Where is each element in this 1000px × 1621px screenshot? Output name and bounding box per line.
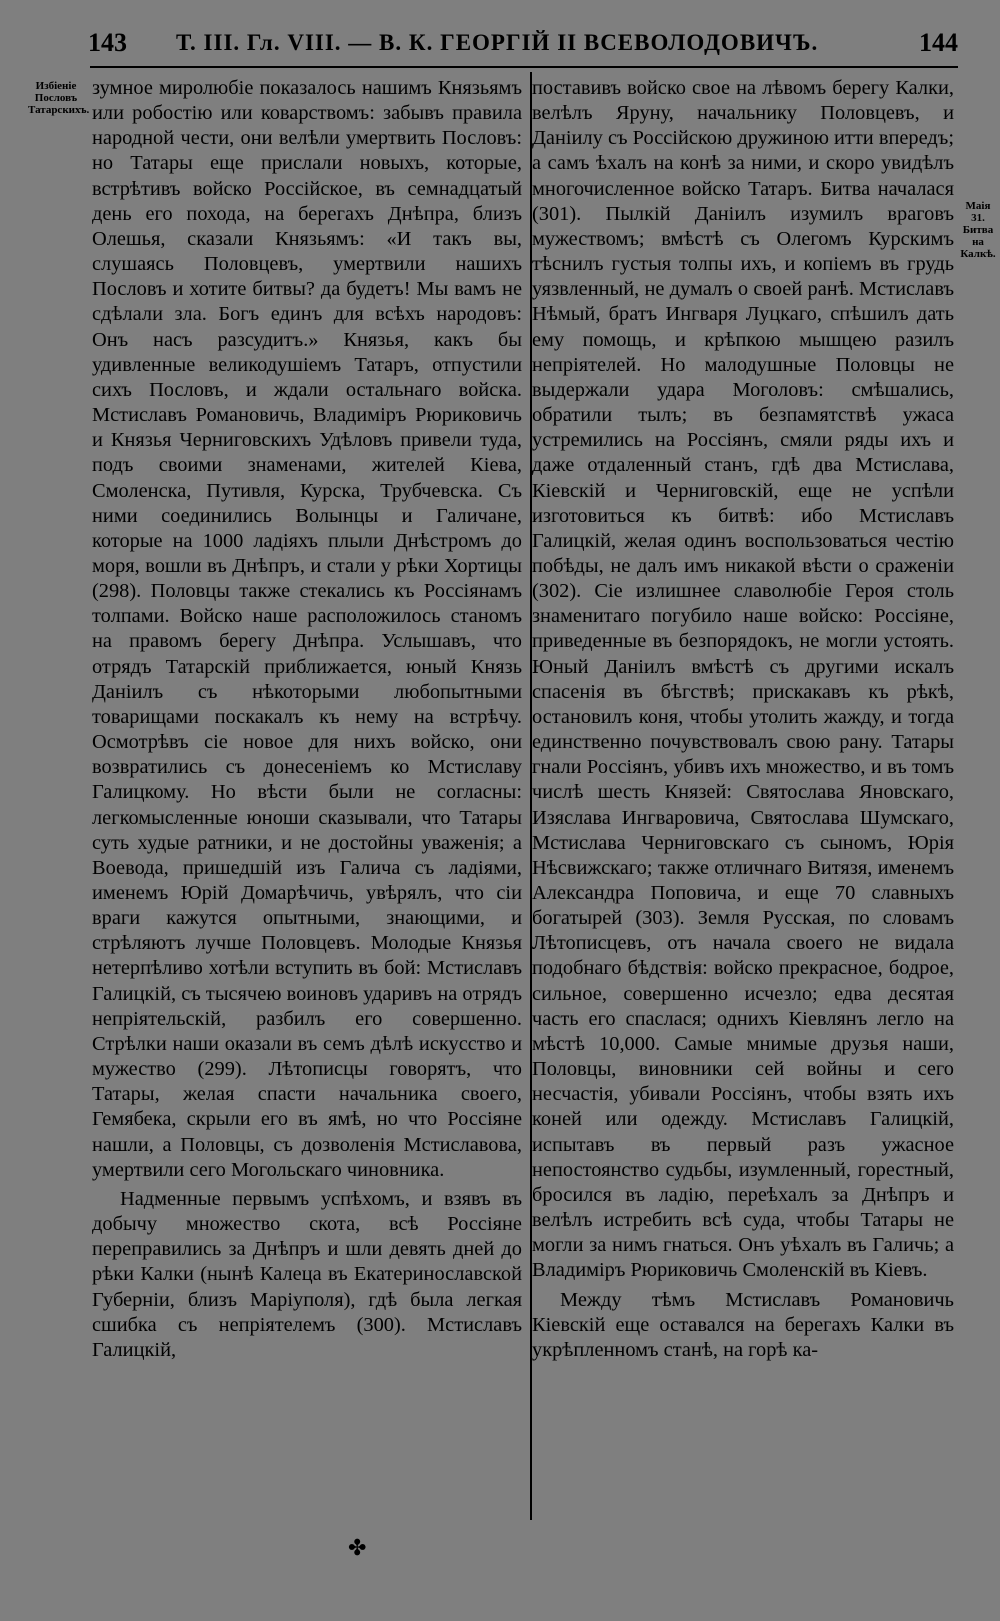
right-paragraph-1: поставивъ войско свое на лѣвомъ берегу Калки, велѣлъ Яруну, начальнику Половцевъ, и Даніилу съ Россійскою дружиною итти впередъ; а самъ ѣхалъ на конѣ за ними, и скоро увидѣлъ многочисленное войско Татаръ. Битва началася (301). Пылкій Даніилъ изумилъ враговъ мужествомъ; вмѣстѣ съ Олегомъ Курскимъ тѣснилъ густыя толпы ихъ, и копіемъ въ грудь уязвленный, не думалъ о своей ранѣ. Мстиславъ Нѣмый, братъ Ингваря Луцкаго, спѣшилъ дать ему помощь, и крѣпкою мышцею разилъ непріятелей. Но малодушные Половцы не выдержали удара Моголовъ: смѣшались, обратили тылъ; въ безпамятствѣ ужаса устремились на Россіянъ, смяли ряды ихъ и даже отдаленный станъ, гдѣ два Мстислава, Кіевскій и Черниговскій, еще не успѣли изготовиться къ битвѣ: ибо Мстиславъ Галицкій, желая одинъ воспользоваться честію побѣды, не далъ имъ никакой вѣсти о сраженіи (302). Сіе излишнее славолюбіе Героя столь знаменитаго погубило наше войско: Россіяне, приведенные въ безпорядокъ, не могли устоять. Юный Даніилъ вмѣстѣ съ другими искалъ спасенія въ бѣгствѣ; прискакавъ къ рѣкѣ, остановилъ коня, чтобы утолить жажду, и тогда единственно почувствовалъ свою рану. Татары гнали Россіянъ, убивъ ихъ множество, и въ томъ числѣ шесть Князей: Святослава Яновскаго, Изяслава Ингваровича, Святослава Шумскаго, Мстислава Черниговскаго съ сыномъ, Юрія Нѣсвижскаго; также отличнаго Витязя, именемъ Александра Поповича, и еще 70 славныхъ богатырей (303). Земля Русская, по словамъ Лѣтописцевъ, отъ начала своего не видала подобнаго бѣдствія: войско прекрасное, бодрое, сильное, совершенно исчезло; едва десятая часть его спаслася; однихъ Кіевлянъ легло на мѣстѣ 10,000. Самые мнимые друзья наши, Половцы, виновники сей войны и сего несчастія, убивали Россіянъ, чтобы взять ихъ коней или одежду. Мстиславъ Галицкій, испытавъ въ первый разъ ужасное непостоянство судьбы, изумленный, горестный, бросился въ ладію, переѣхалъ за Днѣпръ и велѣлъ истребить всѣ суда, чтобы Татары не могли за нимъ гнаться. Онъ уѣхалъ въ Галичь; а Владиміръ Рюриковичь Смоленскій въ Кіевъ.: [532, 77, 954, 1282]
left-paragraph-2: Надменные первымъ успѣхомъ, и взявъ въ добычу множество скота, всѣ Россіяне переправились за Днѣпръ и шли девять дней до рѣки Калки (нынѣ Калеца въ Екатеринославской Губерніи, близъ Маріуполя), гдѣ была легкая сшибка съ непріятелемъ (300). Мстиславъ Галицкій,: [92, 1187, 522, 1361]
page-number-right: 144: [919, 28, 958, 57]
margin-note-right: Маія 31. Битва на Калкѣ.: [960, 200, 996, 260]
left-paragraph-1: зумное миролюбіе показалось нашимъ Князьямъ или робостію или коварствомъ: забывъ правила народной чести, они велѣли умертвить Пословъ: но Татары еще прислали новыхъ, которые, встрѣтивъ войско Россійское, въ семнадцатый день его похода, на берегахъ Днѣпра, близъ Олешья, сказали Князьямъ: «И такъ вы, слушаясь Половцевъ, умертвили нашихъ Пословъ и хотите битвы? да будетъ! Мы вамъ не сдѣлали зла. Богъ единъ для всѣхъ народовъ: Онъ насъ разсудитъ.» Князья, какъ бы удивленные великодушіемъ Татаръ, отпустили сихъ Пословъ, и ждали остальнаго войска. Мстиславъ Романовичь, Владиміръ Рюриковичь и Князья Черниговскихъ Удѣловъ привели туда, подъ своими знаменами, жителей Кіева, Смоленска, Путивля, Курска, Трубчевска. Съ ними соединились Волынцы и Галичане, которые на 1000 ладіяхъ плыли Днѣстромъ до моря, вошли въ Днѣпръ, и стали у рѣки Хортицы (298). Половцы также стекались къ Россіянамъ толпами. Войско наше расположилось станомъ на правомъ берегу Днѣпра. Услышавъ, что отрядъ Татарскій приближается, юный Князь Даніилъ съ нѣкоторыми любопытными товарищами поскакалъ къ нему на встрѣчу. Осмотрѣвъ сіе новое для нихъ войско, они возвратились съ донесеніемъ ко Мстиславу Галицкому. Но вѣсти были не согласны: легкомысленные юноши сказывали, что Татары суть худые ратники, и не достойны уваженія; а Воевода, пришедшій изъ Галича съ ладіями, именемъ Юрій Домарѣчичь, увѣрялъ, что сіи враги кажутся опытными, знающими, и стрѣляютъ лучше Половцевъ. Молодые Князья нетерпѣливо хотѣли вступить въ бой: Мстиславъ Галицкій, съ тысячею воиновъ ударивъ на отрядъ непріятельскій, разбилъ его совершенно. Стрѣлки наши оказали въ семъ дѣлѣ искусство и мужество (299). Лѣтописцы говорятъ, что Татары, желая спасти начальника своего, Гемябека, скрыли его въ ямѣ, но что Россіяне нашли, а Половцы, съ дозволенія Мстиславова, умертвили сего Могольскаго чиновника.: [92, 77, 522, 1181]
header-rule: [90, 66, 958, 68]
ornament-icon: ✤: [348, 1535, 367, 1560]
right-column: [532, 76, 954, 1363]
left-column: [92, 76, 522, 1363]
running-title: Т. III. Гл. VIII. — В. К. ГЕОРГІЙ II ВСЕВОЛОДОВИЧЪ.: [176, 30, 819, 55]
right-paragraph-2: Между тѣмъ Мстиславъ Романовичь Кіевскій еще оставался на берегахъ Калки въ укрѣпленномъ станѣ, на горѣ ка-: [532, 1288, 954, 1361]
running-header: [88, 22, 958, 66]
page-number-left: 143: [88, 28, 127, 57]
margin-note-left: Избіеніе Пословъ Татарскихъ.: [28, 80, 90, 116]
